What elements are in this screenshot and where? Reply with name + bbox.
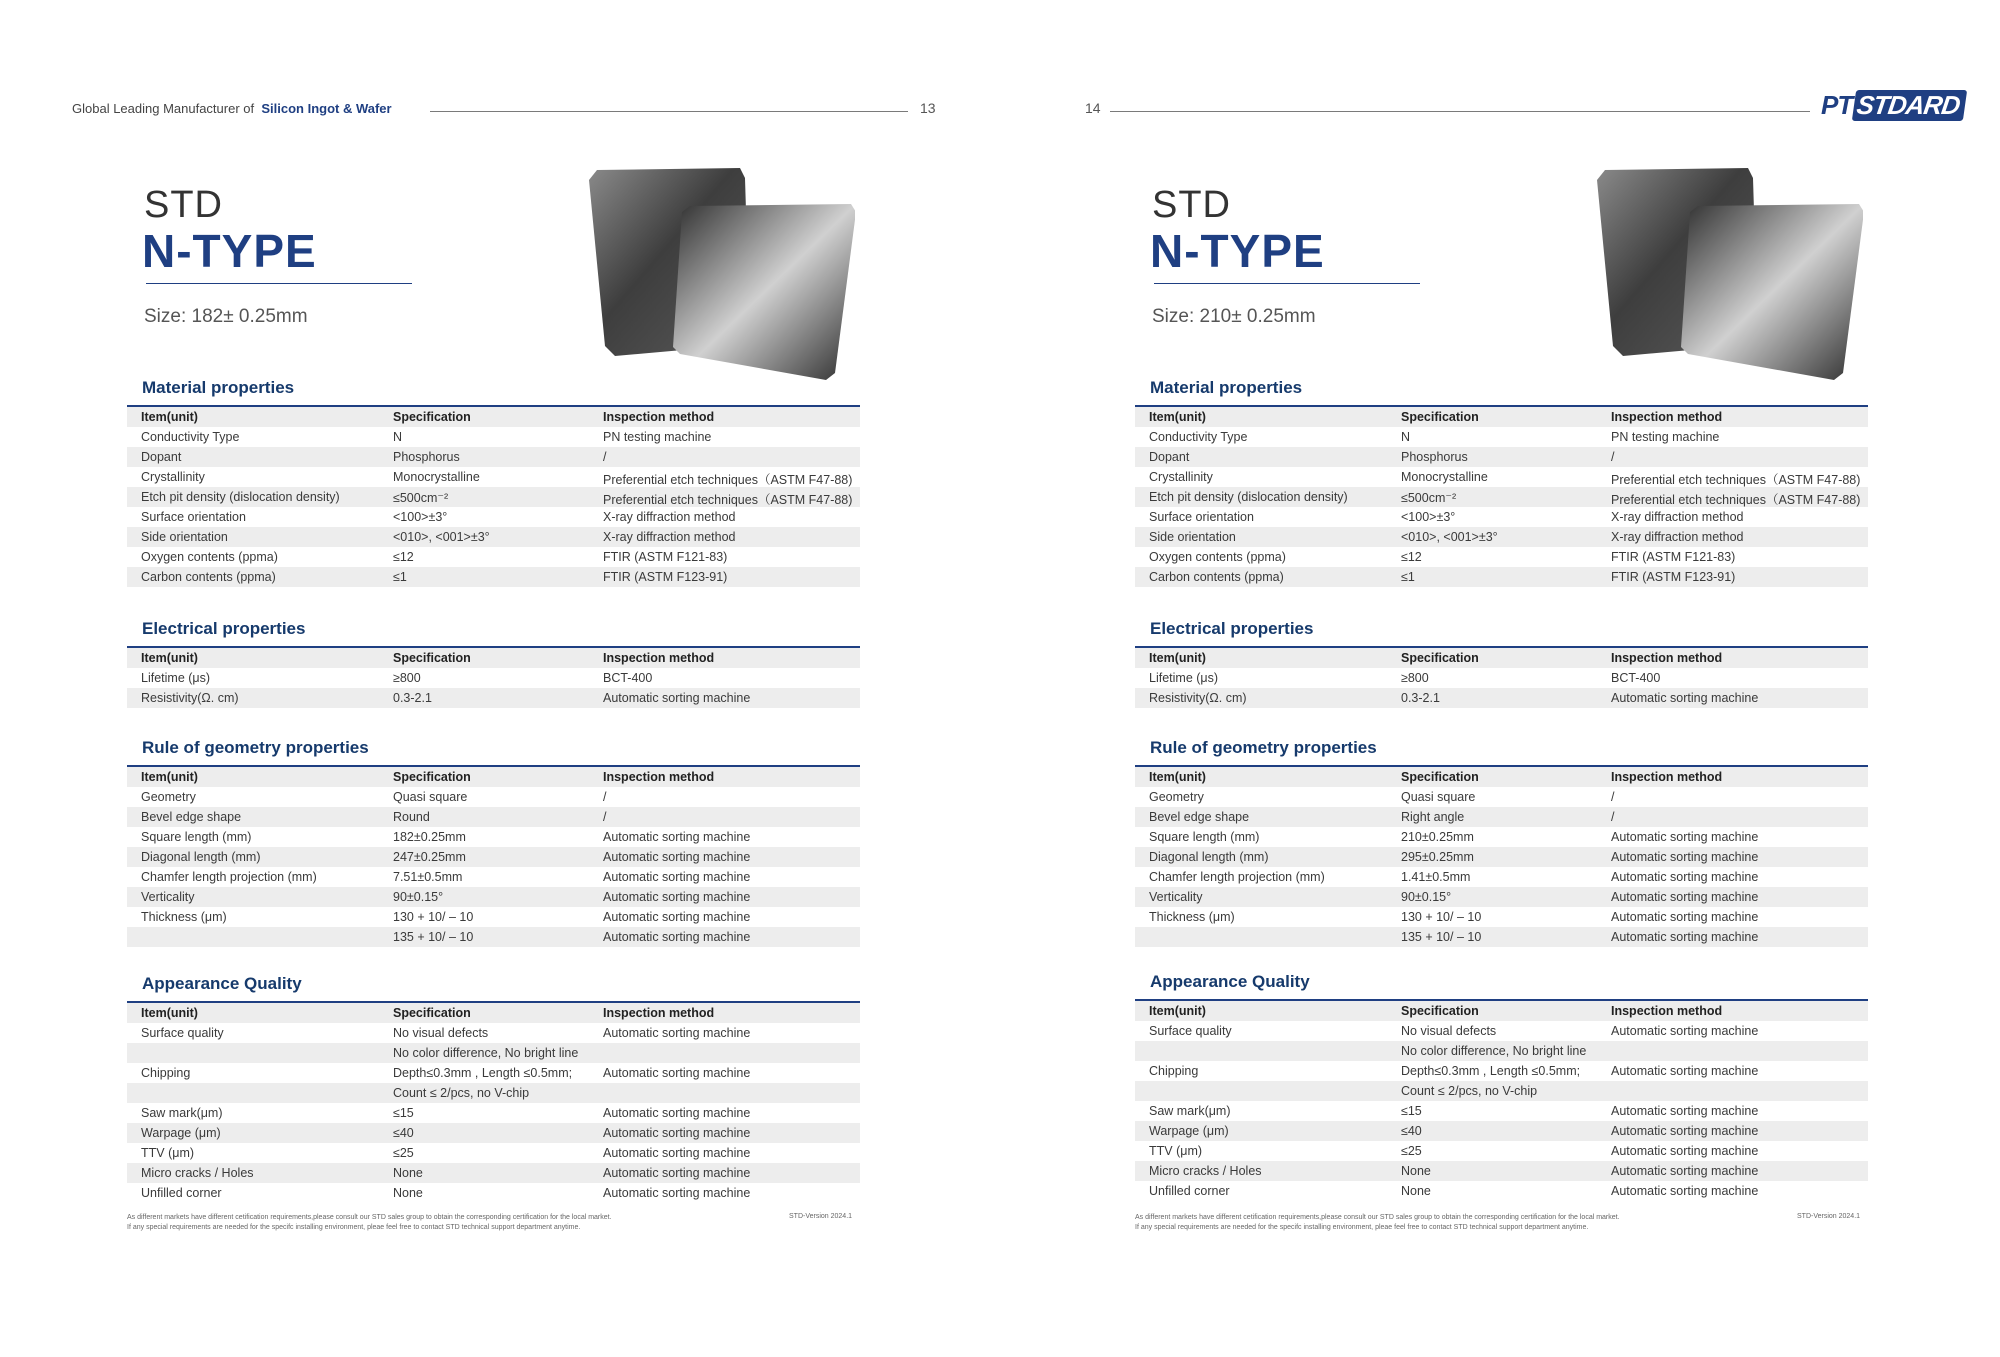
table-row <box>127 467 860 487</box>
table-row <box>127 688 860 708</box>
item-cell: Bevel edge shape <box>1149 810 1250 824</box>
method-cell: / <box>603 810 607 824</box>
spec-cell: 90±0.15° <box>393 890 444 904</box>
method-cell: FTIR (ASTM F123-91) <box>603 570 728 584</box>
table-row <box>127 1183 860 1203</box>
spec-cell: ≤15 <box>393 1106 414 1120</box>
item-cell: Square length (mm) <box>1149 830 1260 844</box>
method-cell: FTIR (ASTM F123-91) <box>1611 570 1736 584</box>
version-label: STD-Version 2024.1 <box>789 1213 853 1220</box>
table-row <box>127 1063 860 1083</box>
table-row <box>127 668 860 688</box>
spec-cell: ≥800 <box>393 671 421 685</box>
spec-cell: 130 + 10/ – 10 <box>393 910 474 924</box>
method-cell: Automatic sorting machine <box>1611 1064 1759 1078</box>
method-cell: Inspection method <box>1611 770 1723 784</box>
spec-cell: ≤12 <box>393 550 414 564</box>
method-cell: BCT-400 <box>603 671 653 685</box>
item-cell: Diagonal length (mm) <box>141 850 261 864</box>
table-row <box>1135 1021 1868 1041</box>
item-cell: TTV (μm) <box>141 1146 195 1160</box>
spec-cell: Depth≤0.3mm , Length ≤0.5mm; <box>1401 1064 1581 1078</box>
method-cell: BCT-400 <box>1611 671 1661 685</box>
item-cell: Etch pit density (dislocation density) <box>141 490 340 504</box>
table-header-row <box>127 1003 860 1023</box>
spec-cell: Quasi square <box>1401 790 1476 804</box>
method-cell: Automatic sorting machine <box>1611 890 1759 904</box>
method-cell: Preferential etch techniques（ASTM F47-88) <box>1611 473 1861 487</box>
item-cell: Thickness (μm) <box>1149 910 1235 924</box>
method-cell: Automatic sorting machine <box>603 1186 751 1200</box>
material-properties-table <box>1135 405 1868 587</box>
section-title-electrical: Electrical properties <box>142 619 306 638</box>
page-number: 13 <box>920 100 936 116</box>
spec-cell: None <box>393 1166 423 1180</box>
spec-cell: 1.41±0.5mm <box>1401 870 1471 884</box>
item-cell: Item(unit) <box>141 1006 198 1020</box>
table-header-row <box>127 407 860 427</box>
table-row <box>1135 567 1868 587</box>
wafer-image <box>585 166 855 382</box>
table-row <box>1135 847 1868 867</box>
item-cell: Etch pit density (dislocation density) <box>1149 490 1348 504</box>
geometry-properties-table <box>1135 765 1868 947</box>
brand-name: STD <box>144 184 223 226</box>
spec-cell: No color difference, No bright line <box>1401 1044 1587 1058</box>
item-cell: Saw mark(μm) <box>141 1106 223 1120</box>
item-cell: Conductivity Type <box>141 430 240 444</box>
method-cell: Inspection method <box>603 410 715 424</box>
title-underline <box>1154 283 1420 284</box>
method-cell: PN testing machine <box>603 430 712 444</box>
geometry-properties-table <box>127 765 860 947</box>
item-cell: Crystallinity <box>1149 470 1213 484</box>
item-cell: Micro cracks / Holes <box>141 1166 254 1180</box>
item-cell: Geometry <box>141 790 196 804</box>
table-row <box>127 847 860 867</box>
method-cell: Inspection method <box>603 651 715 665</box>
spec-cell: 182±0.25mm <box>393 830 466 844</box>
spec-cell: <100>±3° <box>393 510 448 524</box>
appearance-quality-table <box>127 1001 860 1203</box>
product-type: N-TYPE <box>142 225 317 277</box>
item-cell: Item(unit) <box>141 410 198 424</box>
page-number: 14 <box>1085 100 1101 116</box>
item-cell: Item(unit) <box>1149 410 1206 424</box>
method-cell: / <box>1611 810 1615 824</box>
table-row <box>127 427 860 447</box>
table-row <box>1135 467 1868 487</box>
table-row <box>1135 1061 1868 1081</box>
table-row <box>127 1163 860 1183</box>
table-row <box>1135 807 1868 827</box>
spec-cell: 247±0.25mm <box>393 850 466 864</box>
spec-cell: ≤12 <box>1401 550 1422 564</box>
item-cell: Item(unit) <box>1149 1004 1206 1018</box>
spec-cell: N <box>393 430 403 444</box>
item-cell: Oxygen contents (ppma) <box>1149 550 1286 564</box>
item-cell: Carbon contents (ppma) <box>1149 570 1284 584</box>
section-title-material: Material properties <box>142 378 295 397</box>
section-title-material: Material properties <box>1150 378 1303 397</box>
table-row <box>127 447 860 467</box>
item-cell: Side orientation <box>1149 530 1236 544</box>
table-row <box>127 567 860 587</box>
spec-cell: Specification <box>393 410 471 424</box>
spec-cell: ≤500cm⁻² <box>1401 491 1457 505</box>
table-row <box>127 867 860 887</box>
item-cell: Chamfer length projection (mm) <box>1149 870 1325 884</box>
table-row <box>127 1123 860 1143</box>
appearance-quality-table <box>1135 999 1868 1201</box>
section-title-appearance: Appearance Quality <box>1150 972 1310 991</box>
table-row <box>1135 927 1868 947</box>
table-header-row <box>1135 1001 1868 1021</box>
method-cell: PN testing machine <box>1611 430 1720 444</box>
spec-cell: None <box>1401 1184 1431 1198</box>
method-cell: Automatic sorting machine <box>1611 830 1759 844</box>
spec-cell: Specification <box>1401 410 1479 424</box>
method-cell: Automatic sorting machine <box>603 1126 751 1140</box>
method-cell: Inspection method <box>1611 651 1723 665</box>
wafer-image <box>1593 166 1863 382</box>
method-cell: Inspection method <box>603 1006 715 1020</box>
table-row <box>127 907 860 927</box>
spec-cell: Depth≤0.3mm , Length ≤0.5mm; <box>393 1066 573 1080</box>
method-cell: FTIR (ASTM F121-83) <box>1611 550 1736 564</box>
method-cell: Automatic sorting machine <box>1611 1164 1759 1178</box>
spec-cell: <100>±3° <box>1401 510 1456 524</box>
section-title-geometry: Rule of geometry properties <box>142 738 369 757</box>
item-cell: Oxygen contents (ppma) <box>141 550 278 564</box>
item-cell: Warpage (μm) <box>1149 1124 1229 1138</box>
title-underline <box>146 283 412 284</box>
section-title-geometry: Rule of geometry properties <box>1150 738 1377 757</box>
brand-name: STD <box>1152 184 1231 226</box>
spec-cell: Specification <box>1401 1004 1479 1018</box>
method-cell: Automatic sorting machine <box>603 691 751 705</box>
item-cell: Lifetime (μs) <box>1149 671 1219 685</box>
method-cell: X-ray diffraction method <box>603 530 736 544</box>
table-row <box>127 1023 860 1043</box>
method-cell: / <box>603 450 607 464</box>
table-header-row <box>1135 407 1868 427</box>
spec-cell: ≤25 <box>393 1146 414 1160</box>
spec-cell: None <box>1401 1164 1431 1178</box>
spec-cell: 0.3-2.1 <box>393 691 432 705</box>
method-cell: Automatic sorting machine <box>603 830 751 844</box>
spec-cell: Specification <box>1401 770 1479 784</box>
item-cell: Item(unit) <box>141 770 198 784</box>
spec-cell: Monocrystalline <box>393 470 480 484</box>
table-row <box>1135 427 1868 447</box>
spec-cell: ≤500cm⁻² <box>393 491 449 505</box>
section-title-electrical: Electrical properties <box>1150 619 1314 638</box>
brand-logo: PT STDARD <box>1821 90 1966 121</box>
table-row <box>1135 668 1868 688</box>
table-row <box>127 1083 860 1103</box>
method-cell: Preferential etch techniques（ASTM F47-88) <box>603 473 853 487</box>
table-row <box>127 547 860 567</box>
table-row <box>127 1103 860 1123</box>
version-label: STD-Version 2024.1 <box>1797 1213 1861 1220</box>
spec-cell: 135 + 10/ – 10 <box>1401 930 1482 944</box>
table-row <box>1135 907 1868 927</box>
item-cell: Surface quality <box>1149 1024 1232 1038</box>
method-cell: X-ray diffraction method <box>1611 510 1744 524</box>
item-cell: Saw mark(μm) <box>1149 1104 1231 1118</box>
spec-cell: Specification <box>393 770 471 784</box>
method-cell: Automatic sorting machine <box>603 910 751 924</box>
method-cell: Automatic sorting machine <box>1611 1184 1759 1198</box>
table-header-row <box>127 648 860 668</box>
spec-cell: ≤25 <box>1401 1144 1422 1158</box>
table-row <box>1135 1161 1868 1181</box>
item-cell: Resistivity(Ω. cm) <box>1149 691 1247 705</box>
datasheet-page-right <box>1008 0 1868 1357</box>
item-cell: Thickness (μm) <box>141 910 227 924</box>
table-header-row <box>127 767 860 787</box>
footnote: As different markets have different cetification requirements,please consult our STD sales group to obtain the corresponding certification for the local market. If any special requirements are needed for the specifc installing environment, pleae feel free to contact STD technical support department anytime. <box>1135 1214 1620 1231</box>
item-cell: Unfilled corner <box>1149 1184 1230 1198</box>
spec-cell: ≤40 <box>1401 1124 1422 1138</box>
spec-cell: 7.51±0.5mm <box>393 870 463 884</box>
method-cell: Automatic sorting machine <box>603 870 751 884</box>
wafer-size: Size: 182± 0.25mm <box>144 306 308 327</box>
table-row <box>1135 688 1868 708</box>
method-cell: X-ray diffraction method <box>1611 530 1744 544</box>
item-cell: Surface quality <box>141 1026 224 1040</box>
method-cell: Inspection method <box>603 770 715 784</box>
method-cell: Inspection method <box>1611 1004 1723 1018</box>
method-cell: / <box>603 790 607 804</box>
spec-cell: N <box>1401 430 1411 444</box>
method-cell: Preferential etch techniques（ASTM F47-88) <box>603 493 853 507</box>
item-cell: Dopant <box>1149 450 1190 464</box>
method-cell: Automatic sorting machine <box>603 1106 751 1120</box>
table-row <box>1135 1141 1868 1161</box>
table-row <box>1135 527 1868 547</box>
spec-cell: Count ≤ 2/pcs, no V-chip <box>1401 1084 1538 1098</box>
method-cell: Preferential etch techniques（ASTM F47-88) <box>1611 493 1861 507</box>
item-cell: Square length (mm) <box>141 830 252 844</box>
method-cell: Automatic sorting machine <box>1611 691 1759 705</box>
method-cell: FTIR (ASTM F121-83) <box>603 550 728 564</box>
spec-cell: No visual defects <box>393 1026 489 1040</box>
table-row <box>127 887 860 907</box>
table-row <box>1135 1041 1868 1061</box>
method-cell: Automatic sorting machine <box>603 850 751 864</box>
item-cell: Item(unit) <box>1149 770 1206 784</box>
header-tagline: Global Leading Manufacturer of Silicon Ingot & Wafer <box>72 101 392 116</box>
spec-cell: 135 + 10/ – 10 <box>393 930 474 944</box>
method-cell: Automatic sorting machine <box>1611 870 1759 884</box>
table-row <box>1135 487 1868 507</box>
spec-cell: Specification <box>393 1006 471 1020</box>
table-row <box>1135 1101 1868 1121</box>
method-cell: / <box>1611 450 1615 464</box>
spec-cell: Specification <box>393 651 471 665</box>
method-cell: Automatic sorting machine <box>603 1146 751 1160</box>
table-header-row <box>1135 767 1868 787</box>
spec-cell: 295±0.25mm <box>1401 850 1474 864</box>
spec-cell: 0.3-2.1 <box>1401 691 1440 705</box>
method-cell: Automatic sorting machine <box>1611 1144 1759 1158</box>
table-row <box>127 527 860 547</box>
item-cell: Dopant <box>141 450 182 464</box>
method-cell: Inspection method <box>1611 410 1723 424</box>
wafer-size: Size: 210± 0.25mm <box>1152 306 1316 327</box>
spec-cell: Specification <box>1401 651 1479 665</box>
spec-cell: Count ≤ 2/pcs, no V-chip <box>393 1086 530 1100</box>
item-cell: Chipping <box>141 1066 191 1080</box>
item-cell: Resistivity(Ω. cm) <box>141 691 239 705</box>
method-cell: Automatic sorting machine <box>603 1166 751 1180</box>
method-cell: Automatic sorting machine <box>1611 1024 1759 1038</box>
spec-cell: ≥800 <box>1401 671 1429 685</box>
method-cell: Automatic sorting machine <box>1611 1104 1759 1118</box>
method-cell: / <box>1611 790 1615 804</box>
spec-cell: ≤15 <box>1401 1104 1422 1118</box>
item-cell: Carbon contents (ppma) <box>141 570 276 584</box>
item-cell: Item(unit) <box>141 651 198 665</box>
spec-cell: 210±0.25mm <box>1401 830 1474 844</box>
table-row <box>1135 547 1868 567</box>
item-cell: Verticality <box>141 890 195 904</box>
table-row <box>127 787 860 807</box>
method-cell: X-ray diffraction method <box>603 510 736 524</box>
spec-cell: ≤40 <box>393 1126 414 1140</box>
method-cell: Automatic sorting machine <box>1611 910 1759 924</box>
table-row <box>1135 1181 1868 1201</box>
spec-cell: ≤1 <box>393 570 407 584</box>
item-cell: Micro cracks / Holes <box>1149 1164 1262 1178</box>
spec-cell: 90±0.15° <box>1401 890 1452 904</box>
item-cell: Bevel edge shape <box>141 810 242 824</box>
item-cell: Chamfer length projection (mm) <box>141 870 317 884</box>
table-row <box>1135 1121 1868 1141</box>
product-type: N-TYPE <box>1150 225 1325 277</box>
item-cell: Conductivity Type <box>1149 430 1248 444</box>
table-row <box>1135 827 1868 847</box>
table-row <box>127 487 860 507</box>
item-cell: Chipping <box>1149 1064 1199 1078</box>
table-row <box>127 1043 860 1063</box>
item-cell: Lifetime (μs) <box>141 671 211 685</box>
electrical-properties-table <box>127 646 860 708</box>
item-cell: Diagonal length (mm) <box>1149 850 1269 864</box>
table-row <box>1135 507 1868 527</box>
item-cell: Warpage (μm) <box>141 1126 221 1140</box>
method-cell: Automatic sorting machine <box>1611 850 1759 864</box>
item-cell: Surface orientation <box>1149 510 1254 524</box>
method-cell: Automatic sorting machine <box>603 1026 751 1040</box>
section-title-appearance: Appearance Quality <box>142 974 302 993</box>
material-properties-table <box>127 405 860 587</box>
item-cell: Geometry <box>1149 790 1204 804</box>
table-row <box>1135 787 1868 807</box>
spec-cell: Phosphorus <box>393 450 460 464</box>
spec-cell: None <box>393 1186 423 1200</box>
table-row <box>1135 867 1868 887</box>
spec-cell: <010>, <001>±3° <box>393 530 490 544</box>
table-row <box>127 507 860 527</box>
spec-cell: No color difference, No bright line <box>393 1046 579 1060</box>
method-cell: Automatic sorting machine <box>603 1066 751 1080</box>
table-row <box>127 1143 860 1163</box>
spec-cell: ≤1 <box>1401 570 1415 584</box>
spec-cell: <010>, <001>±3° <box>1401 530 1498 544</box>
spec-cell: No visual defects <box>1401 1024 1497 1038</box>
footnote: As different markets have different cetification requirements,please consult our STD sales group to obtain the corresponding certification for the local market. If any special requirements are needed for the specifc installing environment, pleae feel free to contact STD technical support department anytime. <box>127 1214 612 1231</box>
spec-cell: Phosphorus <box>1401 450 1468 464</box>
method-cell: Automatic sorting machine <box>1611 930 1759 944</box>
spec-cell: Right angle <box>1401 810 1465 824</box>
datasheet-page-left <box>0 0 860 1357</box>
item-cell: Unfilled corner <box>141 1186 222 1200</box>
table-row <box>1135 447 1868 467</box>
item-cell: TTV (μm) <box>1149 1144 1203 1158</box>
item-cell: Crystallinity <box>141 470 205 484</box>
method-cell: Automatic sorting machine <box>1611 1124 1759 1138</box>
item-cell: Surface orientation <box>141 510 246 524</box>
spec-cell: Monocrystalline <box>1401 470 1488 484</box>
table-row <box>127 827 860 847</box>
method-cell: Automatic sorting machine <box>603 890 751 904</box>
table-row <box>127 807 860 827</box>
table-row <box>1135 1081 1868 1101</box>
method-cell: Automatic sorting machine <box>603 930 751 944</box>
electrical-properties-table <box>1135 646 1868 708</box>
table-row <box>1135 887 1868 907</box>
item-cell: Verticality <box>1149 890 1203 904</box>
table-header-row <box>1135 648 1868 668</box>
item-cell: Item(unit) <box>1149 651 1206 665</box>
spec-cell: 130 + 10/ – 10 <box>1401 910 1482 924</box>
item-cell: Side orientation <box>141 530 228 544</box>
spec-cell: Quasi square <box>393 790 468 804</box>
spec-cell: Round <box>393 810 430 824</box>
table-row <box>127 927 860 947</box>
